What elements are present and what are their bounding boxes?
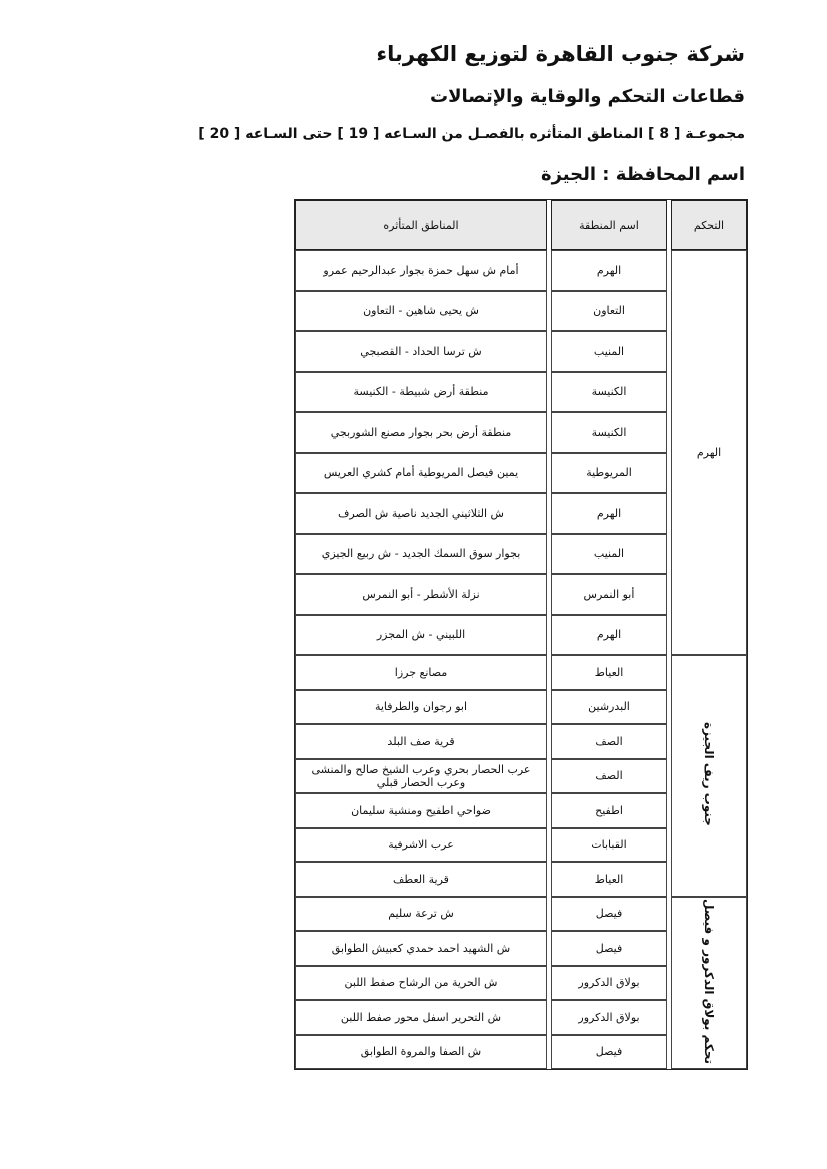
area-name-cell: المريوطية <box>551 453 667 494</box>
sector-title: قطاعات التحكم والوقاية والإتصالات <box>430 86 745 107</box>
affected-areas-cell: عرب الاشرفية <box>295 828 547 863</box>
affected-areas-cell: ش يحيى شاهين - التعاون <box>295 291 547 332</box>
affected-areas-cell: اللبيني - ش المجزر <box>295 615 547 656</box>
area-name-cell: فيصل <box>551 931 667 966</box>
affected-areas-cell: يمين فيصل المريوطية أمام كشري العريس <box>295 453 547 494</box>
affected-areas-cell: ضواحي اطفيح ومنشية سليمان <box>295 793 547 828</box>
affected-areas-cell: ش ترعة سليم <box>295 897 547 932</box>
area-name-cell: الهرم <box>551 493 667 534</box>
affected-areas-cell: عرب الحصار بحري وعرب الشيخ صالح والمنشى وعرب الحصار قبلي <box>295 759 547 794</box>
affected-areas-table <box>294 199 748 1070</box>
area-name-cell: المنيب <box>551 534 667 575</box>
control-group-cell <box>671 655 747 897</box>
area-name-cell: فيصل <box>551 1035 667 1070</box>
affected-areas-cell: قرية صف البلد <box>295 724 547 759</box>
table-row <box>295 250 747 291</box>
area-name-cell: الهرم <box>551 615 667 656</box>
affected-areas-cell: أمام ش سهل حمزة بجوار عبدالرحيم عمرو <box>295 250 547 291</box>
area-name-cell: اطفيح <box>551 793 667 828</box>
area-name-cell: التعاون <box>551 291 667 332</box>
area-name-cell: فيصل <box>551 897 667 932</box>
header-control: التحكم <box>671 200 747 250</box>
area-name-cell: الصف <box>551 759 667 794</box>
area-name-cell: القبابات <box>551 828 667 863</box>
area-name-cell: الهرم <box>551 250 667 291</box>
table-row <box>295 897 747 932</box>
area-name-cell: الكنيسة <box>551 412 667 453</box>
affected-areas-cell: ش الحرية من الرشاح صفط اللبن <box>295 966 547 1001</box>
governorate-title: اسم المحافظة : الجيزة <box>540 164 745 185</box>
control-group-label: تحكم بولاق الدكرور و فيصل <box>702 898 716 1064</box>
affected-areas-cell: ش التحرير اسفل محور صفط اللبن <box>295 1000 547 1035</box>
affected-areas-cell: مصانع جرزا <box>295 655 547 690</box>
control-group-cell <box>671 897 747 1070</box>
affected-areas-cell: قرية العطف <box>295 862 547 897</box>
area-name-cell: الصف <box>551 724 667 759</box>
control-group-label: الهرم <box>696 446 722 459</box>
control-group-label: جنوب ريف الجيزة <box>702 722 716 827</box>
affected-areas-cell: ش الصفا والمروة الطوابق <box>295 1035 547 1070</box>
header-area: اسم المنطقة <box>551 200 667 250</box>
affected-areas-cell: نزلة الأشطر - أبو النمرس <box>295 574 547 615</box>
affected-areas-cell: ش الثلاثيني الجديد ناصية ش الصرف <box>295 493 547 534</box>
company-title: شركة جنوب القاهرة لتوزيع الكهرباء <box>376 42 745 66</box>
area-name-cell: العياط <box>551 862 667 897</box>
control-group-cell <box>671 250 747 655</box>
table-header-row <box>295 200 747 250</box>
area-name-cell: البدرشين <box>551 690 667 725</box>
table-row <box>295 655 747 690</box>
affected-areas-cell: ابو رجوان والطرفاية <box>295 690 547 725</box>
affected-areas-cell: منطقة أرض بحر بجوار مصنع الشوربجي <box>295 412 547 453</box>
affected-areas-cell: بجوار سوق السمك الجديد - ش ربيع الجيزي <box>295 534 547 575</box>
area-name-cell: بولاق الدكرور <box>551 1000 667 1035</box>
header-affected: المناطق المتأثره <box>295 200 547 250</box>
area-name-cell: أبو النمرس <box>551 574 667 615</box>
affected-areas-cell: منطقة أرض شبيطة - الكنيسة <box>295 372 547 413</box>
area-name-cell: بولاق الدكرور <box>551 966 667 1001</box>
area-name-cell: المنيب <box>551 331 667 372</box>
affected-areas-cell: ش ترسا الحداد - القصبجي <box>295 331 547 372</box>
area-name-cell: الكنيسة <box>551 372 667 413</box>
group-line: مجموعـة [ 8 ] المناطق المتأثره بالفصـل من السـاعه [ 19 ] حتى السـاعه [ 20 ] <box>198 126 745 142</box>
area-name-cell: العياط <box>551 655 667 690</box>
affected-areas-cell: ش الشهيد احمد حمدي كعبيش الطوابق <box>295 931 547 966</box>
